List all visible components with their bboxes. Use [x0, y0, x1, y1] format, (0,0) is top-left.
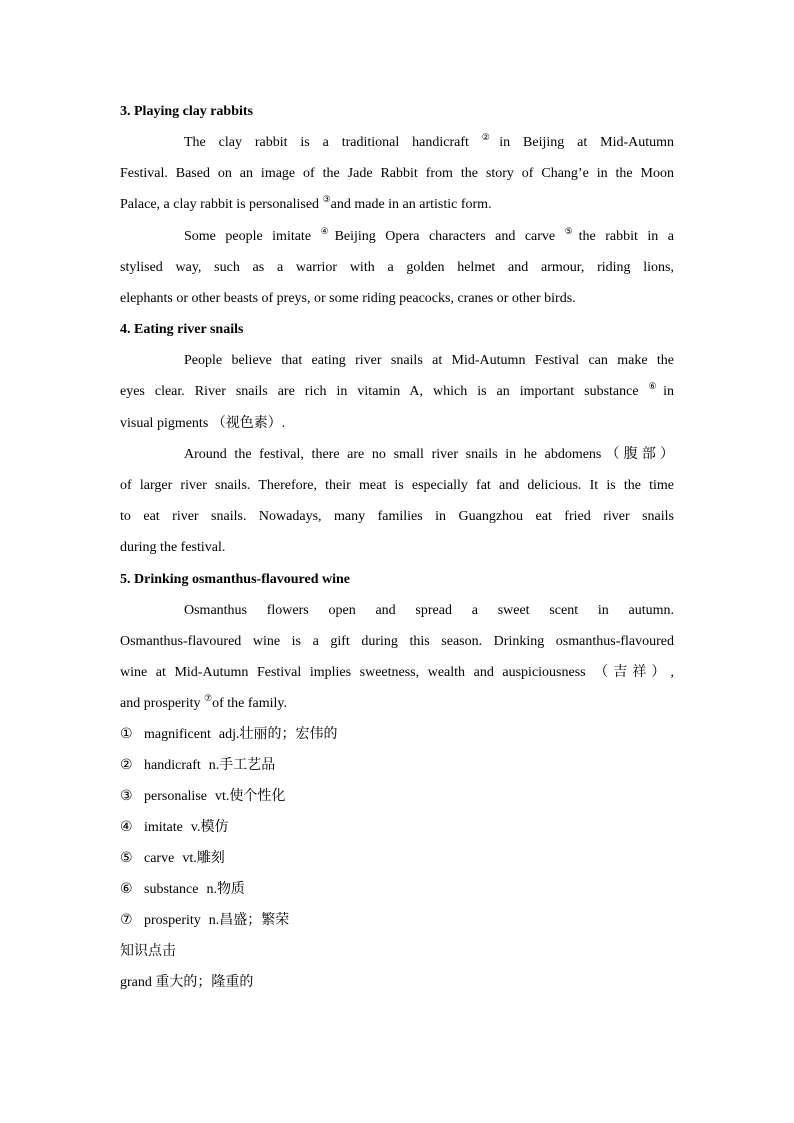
vocab-number: ⑦ — [120, 912, 133, 929]
vocab-item — [120, 874, 674, 905]
line-text: and prosperity — [120, 696, 204, 712]
paragraph — [120, 221, 674, 315]
text-line — [120, 532, 674, 563]
text-line — [120, 408, 674, 439]
line-text: of the family. — [212, 696, 287, 712]
document-page — [120, 96, 674, 998]
vocab-pos: n. — [208, 913, 220, 929]
vocab-meaning: 手工艺品 — [219, 757, 276, 774]
line-text: visual pigments （视色素）. — [120, 415, 286, 431]
text-line — [120, 221, 674, 252]
line-text: in — [663, 384, 674, 400]
vocab-word: imitate — [144, 820, 183, 836]
vocab-word: magnificent — [144, 727, 211, 743]
line-text: elephants or other beasts of preys, or some riding peacocks, cranes or other birds. — [120, 291, 576, 307]
footnote-marker: ③ — [322, 194, 331, 205]
knowledge-title: 知识点击 — [120, 943, 176, 960]
vocab-meaning: 壮丽的；宏伟的 — [239, 726, 338, 743]
text-line — [120, 345, 674, 376]
line-text: Osmanthus flowers open and spread a sweet scent in autumn. — [184, 602, 674, 618]
text-line — [120, 470, 674, 501]
footnote-marker: ④ — [320, 225, 335, 236]
vocab-meaning: 雕刻 — [196, 850, 225, 867]
line-text: Festival. Based on an image of the Jade Rabbit from the story of Chang’e in the Moon — [120, 166, 674, 182]
line-text: Palace, a clay rabbit is personalised — [120, 197, 323, 213]
section-heading: 4. Eating river snails — [120, 322, 244, 338]
line-text: Osmanthus-flavoured wine is a gift during this season. Drinking osmanthus-flavoured — [120, 633, 674, 649]
text-line — [120, 626, 674, 657]
text-line — [120, 283, 674, 314]
paragraph — [120, 345, 674, 439]
line-text: during the festival. — [120, 540, 226, 556]
text-line — [120, 376, 674, 407]
knowledge-item — [120, 967, 674, 998]
vocab-pos: vt. — [214, 789, 230, 805]
text-line — [120, 252, 674, 283]
vocab-item — [120, 812, 674, 843]
text-line — [120, 688, 674, 719]
vocab-number: ② — [120, 757, 133, 774]
line-text: People believe that eating river snails at Mid-Autumn Festival can make the — [184, 353, 674, 369]
line-text: eyes clear. River snails are rich in vitamin A, which is an important substance — [120, 384, 649, 400]
line-text: The clay rabbit is a traditional handicraft — [184, 135, 482, 150]
vocab-word: handicraft — [144, 758, 201, 774]
text-line — [120, 189, 674, 220]
line-text: of larger river snails. Therefore, their meat is especially fat and delicious. It is the time — [120, 478, 674, 494]
vocab-word: substance — [144, 882, 199, 898]
vocab-item — [120, 905, 674, 936]
text-line — [120, 501, 674, 532]
line-text: Beijing Opera characters and carve — [334, 228, 565, 244]
vocab-item — [120, 719, 674, 750]
paragraph — [120, 595, 674, 720]
line-text: Some people imitate — [184, 228, 321, 244]
line-text: to eat river snails. Nowadays, many families in Guangzhou eat fried river snails — [120, 509, 674, 525]
vocab-meaning: 昌盛；繁荣 — [219, 912, 290, 929]
vocab-number: ③ — [120, 788, 133, 805]
footnote-marker: ⑤ — [564, 225, 579, 236]
knowledge-meaning: 重大的；隆重的 — [155, 974, 254, 991]
vocab-meaning: 物质 — [216, 881, 245, 898]
vocab-item — [120, 750, 674, 781]
vocab-word: personalise — [144, 789, 207, 805]
section-heading: 5. Drinking osmanthus-flavoured wine — [120, 571, 351, 587]
vocab-pos: n. — [206, 882, 217, 898]
vocab-item — [120, 781, 674, 812]
vocab-number: ④ — [120, 819, 133, 836]
line-text: in Beijing at Mid-Autumn — [499, 135, 675, 150]
text-line — [120, 657, 674, 688]
line-text: the rabbit in a — [578, 228, 674, 244]
knowledge-word: grand — [120, 975, 152, 991]
vocab-item — [120, 843, 674, 874]
line-text: and made in an artistic form. — [330, 197, 492, 213]
text-line — [120, 439, 674, 470]
vocab-number: ⑥ — [120, 881, 133, 898]
vocab-pos: v. — [190, 820, 201, 836]
section-heading: 3. Playing clay rabbits — [120, 104, 254, 119]
paragraph — [120, 439, 674, 564]
vocab-word: carve — [144, 851, 175, 867]
vocab-meaning: 使个性化 — [229, 788, 286, 805]
text-line — [120, 595, 674, 626]
vocab-number: ⑤ — [120, 850, 133, 867]
vocab-number: ① — [120, 726, 133, 743]
footnote-marker: ⑦ — [203, 693, 213, 704]
text-line — [120, 127, 674, 158]
line-text: Around the festival, there are no small river snails in he abdomens（腹部） — [184, 446, 674, 462]
line-text: wine at Mid-Autumn Festival implies sweetness, wealth and auspiciousness （吉祥）, — [120, 665, 674, 681]
footnote-marker: ② — [481, 132, 500, 142]
vocab-pos: vt. — [182, 851, 197, 867]
vocab-word: prosperity — [144, 913, 201, 929]
vocab-meaning: 模仿 — [200, 819, 229, 836]
vocab-pos: adj. — [218, 727, 240, 743]
footnote-marker: ⑥ — [648, 381, 664, 392]
line-text: stylised way, such as a warrior with a golden helmet and armour, riding lions, — [120, 259, 674, 275]
paragraph — [120, 127, 674, 221]
vocab-pos: n. — [208, 758, 220, 774]
text-line — [120, 158, 674, 189]
